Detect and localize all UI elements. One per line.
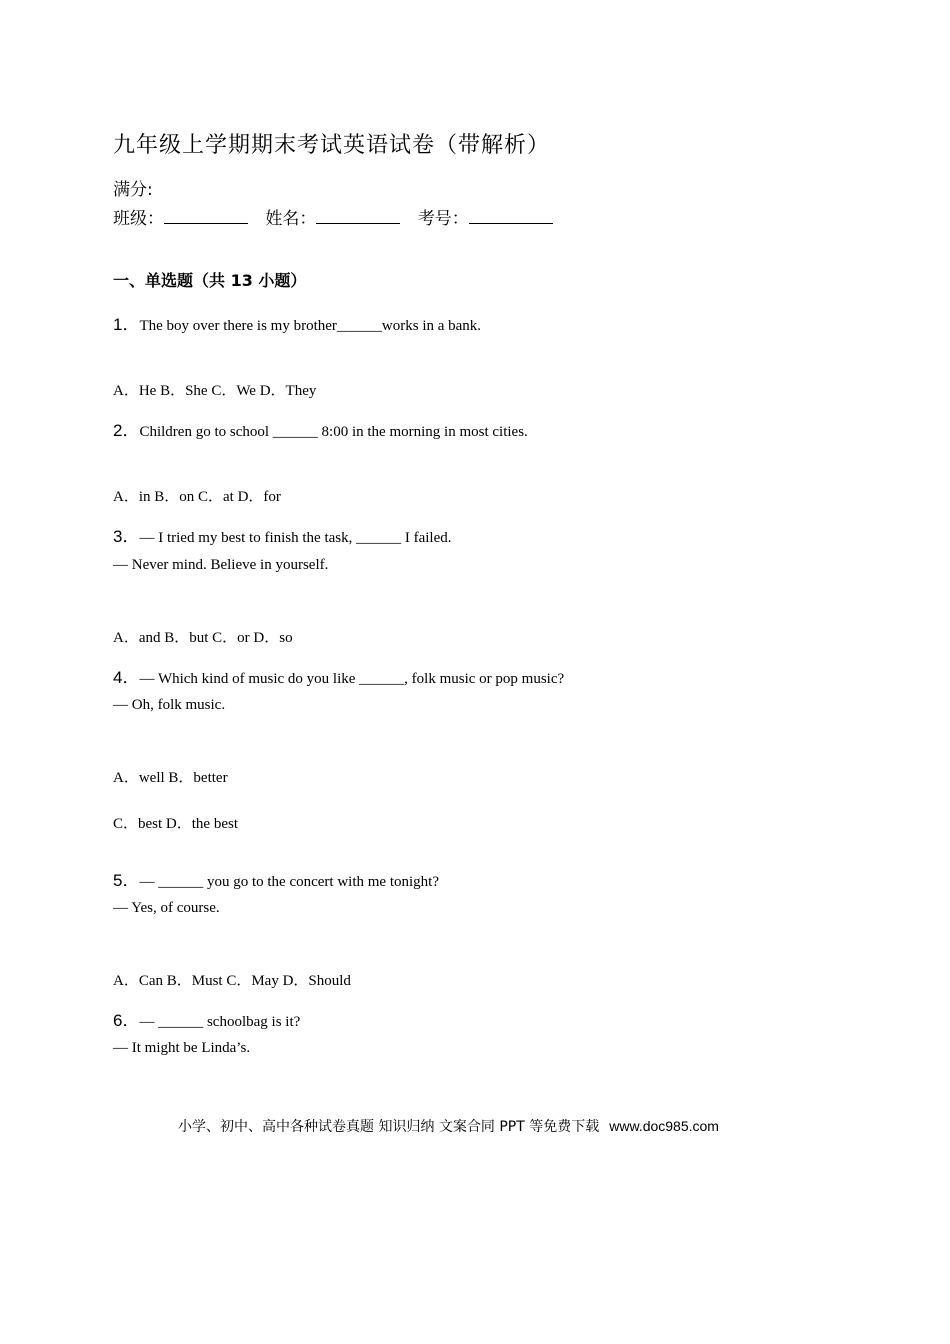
question-number: 1．: [113, 315, 140, 334]
class-label: 班级：: [113, 209, 164, 229]
question-text: — ______ schoolbag is it?: [139, 1014, 301, 1030]
question-3-options: A．and B．but C．or D．so: [113, 630, 293, 646]
number-blank[interactable]: [469, 207, 553, 224]
question-text: The boy over there is my brother______works in a bank.: [139, 318, 482, 334]
question-number: 2．: [113, 421, 140, 440]
question-5-stem: [113, 866, 439, 891]
name-label: 姓名：: [265, 209, 317, 229]
question-5-options: A．Can B．Must C．May D．Should: [113, 973, 351, 989]
question-4-stem: [113, 663, 564, 688]
question-1-options: A．He B．She C．We D．They: [113, 383, 317, 399]
question-number: 6．: [113, 1011, 140, 1030]
question-text: — ______ you go to the concert with me tonight?: [139, 874, 439, 890]
footer-url-link[interactable]: www.doc985.com: [609, 1118, 719, 1134]
question-2-options: A．in B．on C．at D．for: [113, 489, 281, 505]
question-6-stem: [113, 1006, 300, 1031]
footer: [178, 1116, 719, 1136]
question-4-options: A．well B．better: [113, 770, 228, 786]
question-4-options-2: C．best D．the best: [113, 816, 238, 832]
class-blank[interactable]: [164, 207, 248, 224]
question-text: — I tried my best to finish the task, ______ I failed.: [139, 530, 452, 546]
question-number: 4．: [113, 668, 140, 687]
footer-text: 小学、初中、高中各种试卷真题 知识归纳 文案合同 PPT 等免费下载: [178, 1119, 600, 1135]
question-6-reply: — It might be Linda’s.: [113, 1040, 251, 1056]
name-blank[interactable]: [316, 207, 400, 224]
question-3-reply: — Never mind. Believe in yourself.: [113, 557, 329, 573]
question-number: 3．: [113, 527, 140, 546]
question-number: 5．: [113, 871, 140, 890]
student-info-row: [113, 204, 563, 229]
score-label: 满分:: [113, 180, 153, 200]
question-4-reply: — Oh, folk music.: [113, 697, 226, 713]
question-text: — Which kind of music do you like ______, folk music or pop music?: [139, 671, 565, 687]
number-label: 考号：: [417, 209, 469, 229]
page-title: 九年级上学期期末考试英语试卷（带解析）: [113, 133, 551, 158]
question-1-stem: [113, 310, 481, 335]
question-text: Children go to school ______ 8:00 in the morning in most cities.: [139, 424, 528, 440]
question-3-stem: [113, 522, 452, 547]
section-heading: 一、单选题（共 13 小题）: [113, 271, 307, 290]
question-5-reply: — Yes, of course.: [113, 900, 220, 916]
question-2-stem: [113, 416, 528, 441]
